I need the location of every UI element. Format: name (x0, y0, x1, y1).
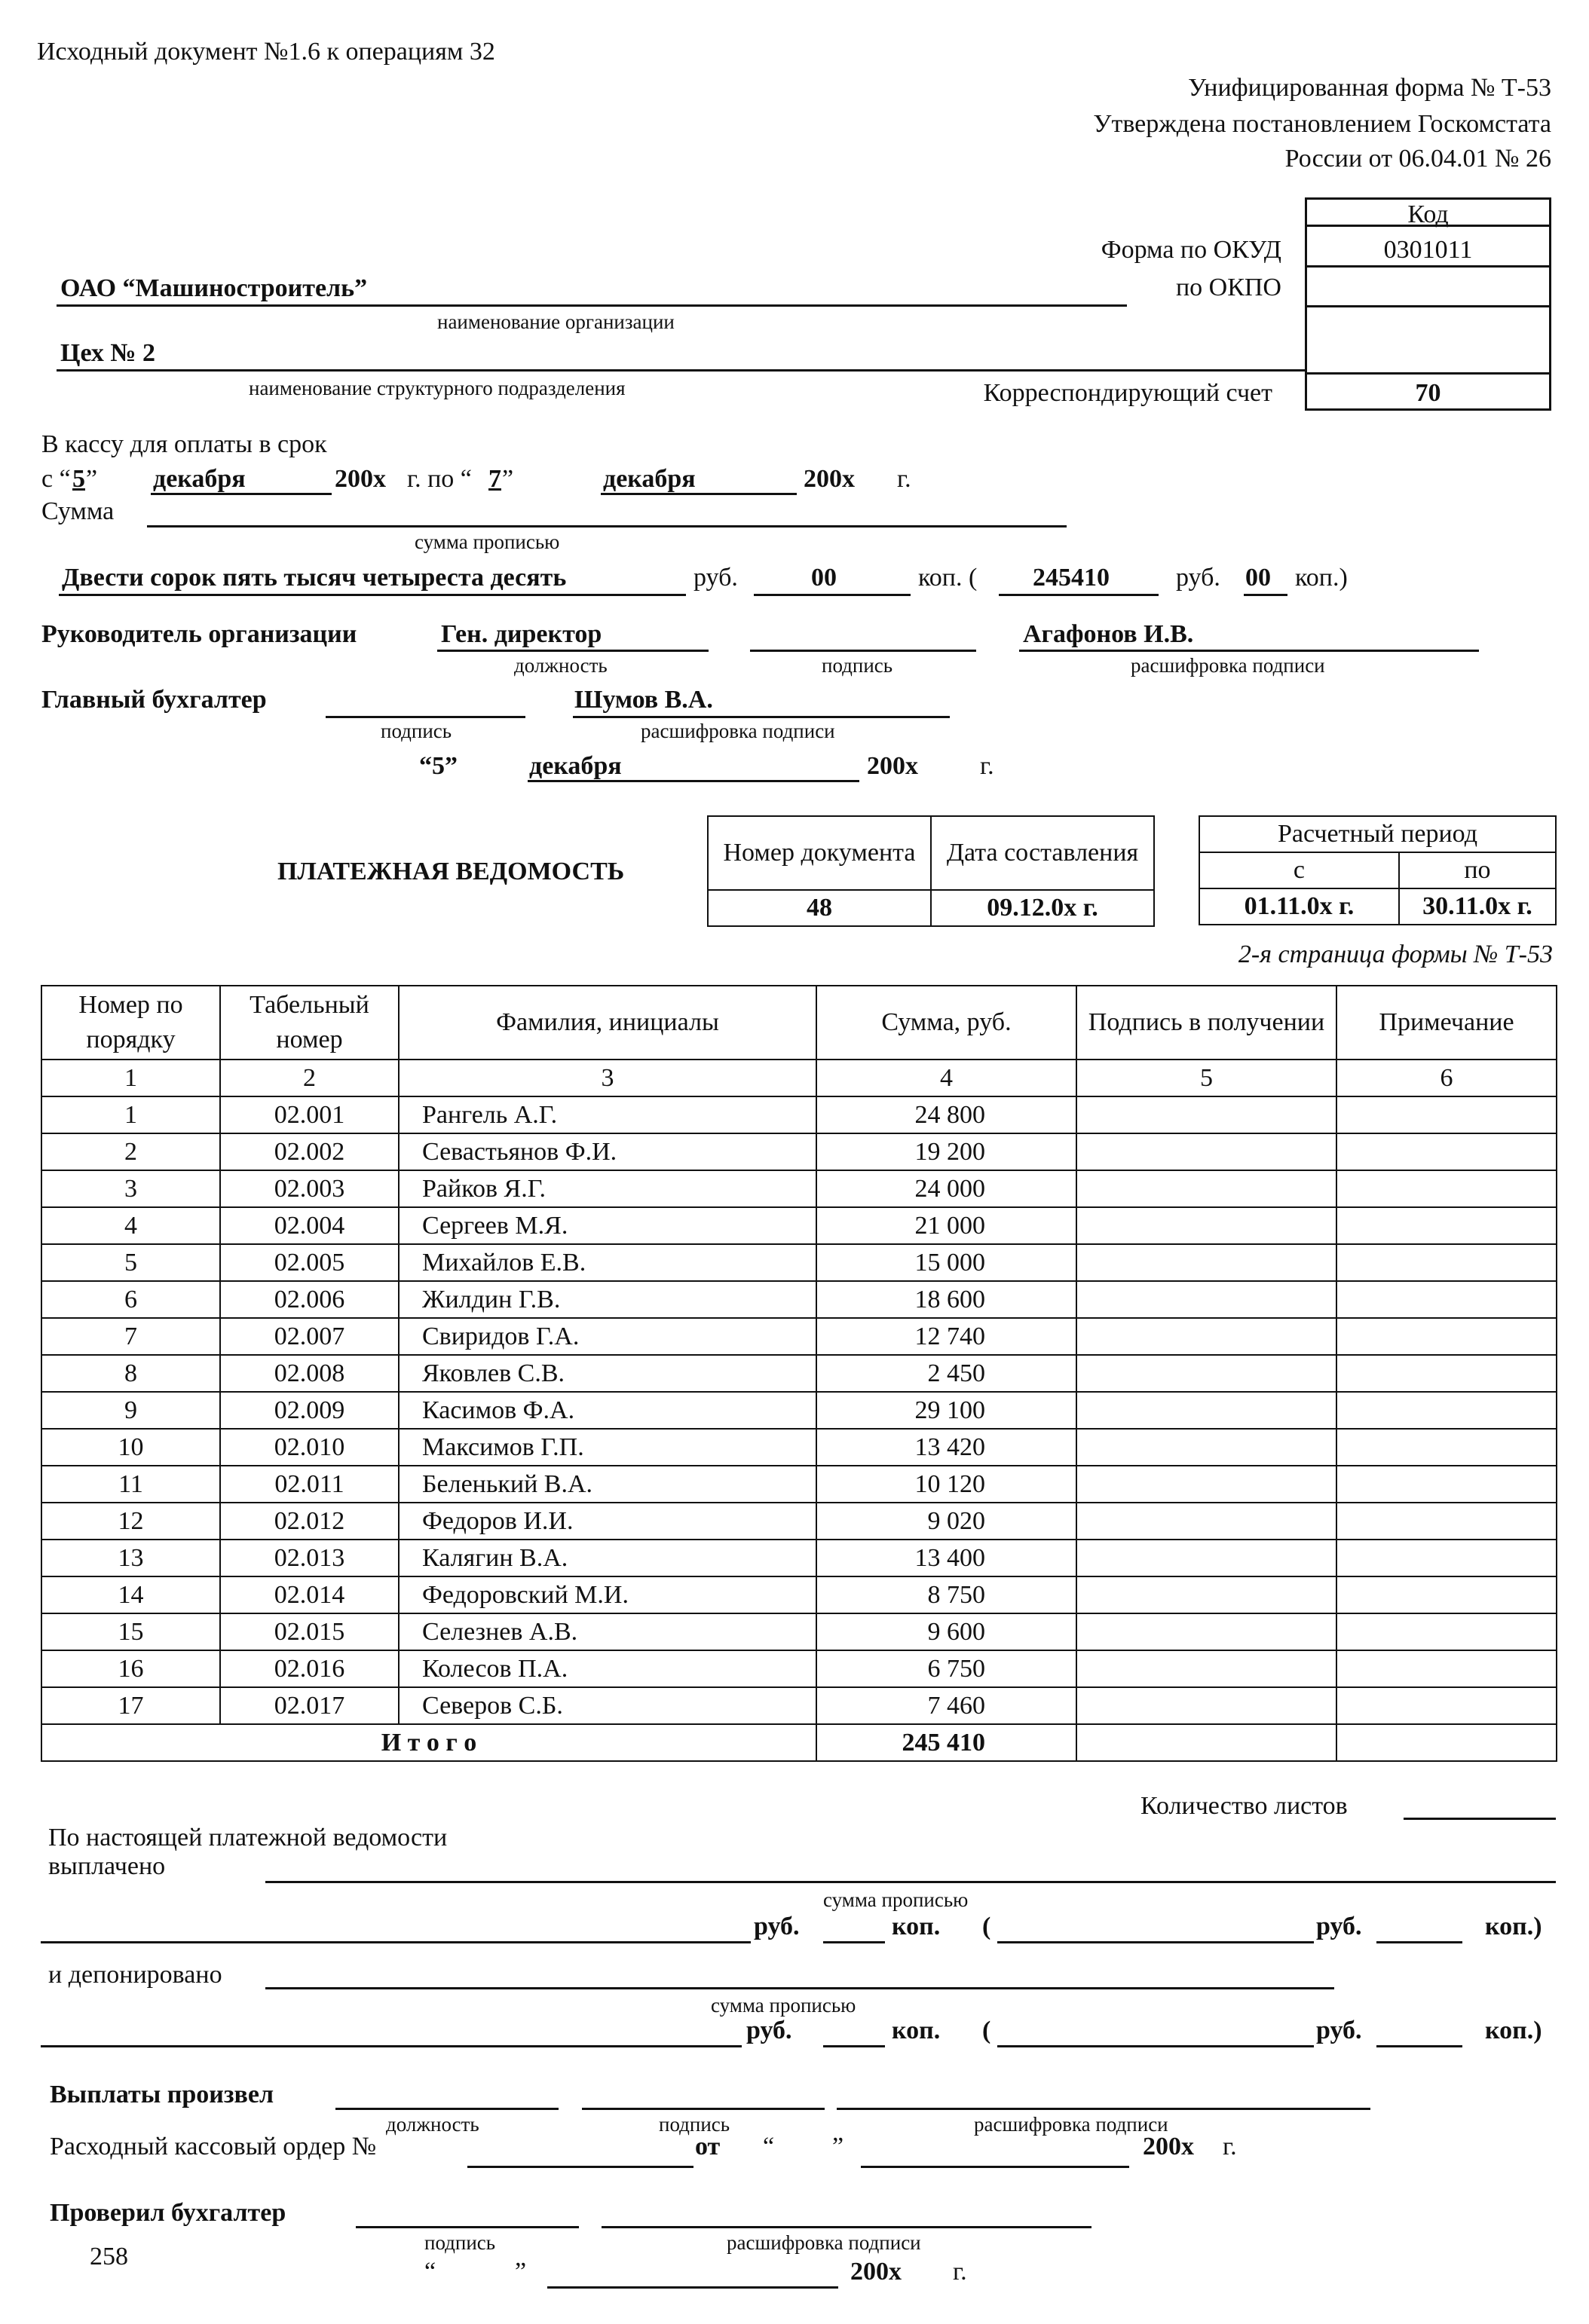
okud-label: Форма по ОКУД (1101, 236, 1281, 264)
sheets-line[interactable] (1404, 1818, 1556, 1820)
kop-close: коп.) (1485, 2017, 1542, 2044)
table-row (41, 1355, 1557, 1392)
row-number: 4 (41, 1207, 220, 1244)
chief-accountant-name: Шумов В.А. (574, 686, 713, 714)
header-sum: Сумма, руб. (816, 986, 1076, 1060)
kop-label: коп. ( (918, 564, 978, 592)
period-to: 30.11.0x г. (1399, 888, 1556, 925)
header-tab-number: Табельный номер (220, 986, 399, 1060)
table-row (41, 1466, 1557, 1503)
sum: 29 100 (816, 1392, 1076, 1429)
employee-name: Севастьянов Ф.И. (399, 1133, 816, 1170)
checked-year: 200x (850, 2258, 902, 2286)
kop-label-2: коп.) (1295, 564, 1348, 592)
department-name: Цех № 2 (60, 339, 156, 367)
table-row (41, 1650, 1557, 1687)
note-cell[interactable] (1336, 1576, 1557, 1613)
position-caption: должность (386, 2113, 479, 2136)
tab-number: 02.013 (220, 1540, 399, 1576)
note-cell[interactable] (1336, 1650, 1557, 1687)
row-number: 1 (41, 1096, 220, 1133)
kop-label: коп. (892, 2017, 941, 2044)
tab-number: 02.003 (220, 1170, 399, 1207)
signature-cell[interactable] (1076, 1318, 1336, 1355)
signature-caption: подпись (659, 2113, 730, 2136)
sum: 15 000 (816, 1244, 1076, 1281)
employee-name: Калягин В.А. (399, 1540, 816, 1576)
col-number: 3 (399, 1060, 816, 1096)
kop-line-2 (1244, 594, 1287, 596)
form-header-line1: Унифицированная форма № Т-53 (1188, 74, 1551, 102)
term-year-suffix: г. (897, 465, 911, 493)
term-to-month: декабря (603, 465, 696, 493)
signature-caption: подпись (424, 2231, 496, 2254)
divider (1305, 372, 1551, 375)
cash-order-label: Расходный кассовый ордер № (50, 2133, 377, 2160)
director-signature-line[interactable] (750, 650, 976, 652)
sheets-label: Количество листов (1140, 1792, 1348, 1820)
signature-cell[interactable] (1076, 1429, 1336, 1466)
signature-cell[interactable] (1076, 1503, 1336, 1540)
sum: 13 420 (816, 1429, 1076, 1466)
table-row (41, 1540, 1557, 1576)
amount-words: Двести сорок пять тысяч четыреста десять (62, 564, 567, 592)
sum: 9 020 (816, 1503, 1076, 1540)
signature-cell[interactable] (1076, 1207, 1336, 1244)
term-from-month: декабря (153, 465, 246, 493)
cash-order-year: 200x (1143, 2133, 1194, 2160)
tab-number: 02.009 (220, 1392, 399, 1429)
rub-label: руб. (1316, 2017, 1362, 2044)
note-cell[interactable] (1336, 1503, 1557, 1540)
amount-label: Сумма (41, 497, 115, 525)
director-label: Руководитель организации (41, 620, 357, 648)
tab-number: 02.011 (220, 1466, 399, 1503)
amount-numeric: 245410 (1033, 564, 1110, 592)
cash-order-year-suffix: г. (1223, 2133, 1237, 2160)
account-label: Корреспондирующий счет (983, 379, 1272, 407)
sum: 7 460 (816, 1687, 1076, 1724)
table-row (41, 1613, 1557, 1650)
note-cell[interactable] (1336, 1170, 1557, 1207)
term-from-month-line (151, 493, 332, 495)
open-paren: ( (982, 2017, 991, 2044)
table-row (41, 1207, 1557, 1244)
signature-cell[interactable] (1076, 1281, 1336, 1318)
row-number: 12 (41, 1503, 220, 1540)
note-cell[interactable] (1336, 1429, 1557, 1466)
kop-label: коп. (892, 1913, 941, 1940)
checked-signature-line[interactable] (356, 2226, 579, 2228)
sum: 8 750 (816, 1576, 1076, 1613)
doc-number: 48 (708, 890, 931, 926)
doc-date-header: Дата составления (931, 816, 1154, 890)
col-number: 5 (1076, 1060, 1336, 1096)
doc-number-header: Номер документа (708, 816, 931, 890)
sum: 12 740 (816, 1318, 1076, 1355)
sum: 13 400 (816, 1540, 1076, 1576)
rub-label-2: руб. (1176, 564, 1220, 592)
employee-name: Яковлев С.В. (399, 1355, 816, 1392)
employee-name: Рангель А.Г. (399, 1096, 816, 1133)
rub-label: руб. (746, 2017, 792, 2044)
row-number: 16 (41, 1650, 220, 1687)
sum: 2 450 (816, 1355, 1076, 1392)
table-row (41, 1133, 1557, 1170)
deposited-numeric-line[interactable] (997, 2045, 1314, 2047)
row-number: 11 (41, 1466, 220, 1503)
director-name-line (1019, 650, 1479, 652)
paid-words-line-2[interactable] (41, 1941, 751, 1943)
row-number: 17 (41, 1687, 220, 1724)
director-name: Агафонов И.В. (1023, 620, 1194, 648)
amount-line (147, 525, 1067, 527)
sum-caption: сумма прописью (711, 1994, 856, 2017)
quote-open: “ (424, 2258, 436, 2286)
total-label: И т о г о (41, 1724, 816, 1761)
chief-accountant-signature-line[interactable] (326, 716, 525, 718)
table-row (41, 1244, 1557, 1281)
signature-cell[interactable] (1076, 1687, 1336, 1724)
employee-name: Селезнев А.В. (399, 1613, 816, 1650)
employee-name: Сергеев М.Я. (399, 1207, 816, 1244)
table-row (41, 1170, 1557, 1207)
term-from-day: 5 (72, 465, 85, 493)
note-cell[interactable] (1336, 1281, 1557, 1318)
account-value: 70 (1415, 379, 1441, 407)
name-caption: расшифровка подписи (727, 2231, 921, 2254)
table-row (41, 1318, 1557, 1355)
col-number: 6 (1336, 1060, 1557, 1096)
signature-cell[interactable] (1076, 1540, 1336, 1576)
organization-caption: наименование организации (437, 310, 675, 333)
sum: 24 800 (816, 1096, 1076, 1133)
sum: 10 120 (816, 1466, 1076, 1503)
organization-line (57, 304, 1127, 307)
tab-number: 02.004 (220, 1207, 399, 1244)
sum: 24 000 (816, 1170, 1076, 1207)
form-header-line3: России от 06.04.01 № 26 (1284, 145, 1551, 173)
period-header: Расчетный период (1199, 816, 1556, 852)
row-number: 10 (41, 1429, 220, 1466)
chief-accountant-label: Главный бухгалтер (41, 686, 267, 714)
sum: 9 600 (816, 1613, 1076, 1650)
period-to-header: по (1399, 852, 1556, 888)
okud-value: 0301011 (1383, 236, 1473, 264)
row-number: 13 (41, 1540, 220, 1576)
tab-number: 02.014 (220, 1576, 399, 1613)
signature-caption: подпись (822, 654, 893, 677)
period-from: 01.11.0x г. (1199, 888, 1399, 925)
kop-value-2: 00 (1245, 564, 1271, 592)
header-note: Примечание (1336, 986, 1557, 1060)
employee-name: Касимов Ф.А. (399, 1392, 816, 1429)
signature-cell[interactable] (1076, 1650, 1336, 1687)
name-caption: расшифровка подписи (1131, 654, 1325, 677)
kop-line[interactable] (823, 1941, 885, 1943)
note-cell[interactable] (1336, 1096, 1557, 1133)
signature-cell[interactable] (1076, 1170, 1336, 1207)
total-row (41, 1724, 1557, 1761)
cash-term-label: В кассу для оплаты в срок (41, 430, 327, 458)
checked-name-line[interactable] (602, 2226, 1091, 2228)
paid-by-position-line[interactable] (335, 2108, 559, 2110)
signature-caption: подпись (381, 720, 452, 742)
row-number: 15 (41, 1613, 220, 1650)
chief-accountant-name-line (573, 716, 950, 718)
note-cell[interactable] (1336, 1318, 1557, 1355)
from-label: от (695, 2133, 721, 2160)
signature-cell[interactable] (1076, 1392, 1336, 1429)
term-mid: г. по “ (407, 465, 472, 493)
note-cell[interactable] (1336, 1207, 1557, 1244)
cash-order-number-line[interactable] (467, 2166, 693, 2168)
term-to-year: 200x (804, 465, 855, 493)
amount-numeric-line (999, 594, 1159, 596)
code-header: Код (1407, 200, 1449, 228)
employee-name: Федоровский М.И. (399, 1576, 816, 1613)
employee-name: Свиридов Г.А. (399, 1318, 816, 1355)
signature-cell[interactable] (1076, 1355, 1336, 1392)
divider (1305, 305, 1551, 307)
header-name: Фамилия, инициалы (399, 986, 816, 1060)
paid-by-label: Выплаты произвел (50, 2081, 274, 2108)
checked-year-suffix: г. (953, 2258, 967, 2286)
note-cell[interactable] (1336, 1466, 1557, 1503)
employee-name: Колесов П.А. (399, 1650, 816, 1687)
amount-caption: сумма прописью (415, 531, 560, 553)
period-table (1199, 815, 1557, 925)
rub-label: руб. (1316, 1913, 1362, 1940)
kop-line[interactable] (823, 2045, 885, 2047)
note-cell[interactable] (1336, 1613, 1557, 1650)
note-cell[interactable] (1336, 1540, 1557, 1576)
col-number: 1 (41, 1060, 220, 1096)
note-cell[interactable] (1336, 1355, 1557, 1392)
kop-line (754, 594, 911, 596)
tab-number: 02.002 (220, 1133, 399, 1170)
employee-name: Райков Я.Г. (399, 1170, 816, 1207)
table-row (41, 1281, 1557, 1318)
form-header-line2: Утверждена постановлением Госкомстата (1093, 110, 1551, 138)
row-number: 7 (41, 1318, 220, 1355)
tab-number: 02.012 (220, 1503, 399, 1540)
chief-date-year: 200x (867, 752, 918, 780)
note-cell[interactable] (1336, 1687, 1557, 1724)
header-row-number: Номер по порядку (41, 986, 220, 1060)
paid-numeric-line[interactable] (997, 1941, 1314, 1943)
rub-label: руб. (693, 564, 738, 592)
checked-by-label: Проверил бухгалтер (50, 2199, 286, 2227)
table-row (41, 1392, 1557, 1429)
table-row (41, 1576, 1557, 1613)
term-from-year: 200x (335, 465, 386, 493)
deposited-words-line[interactable] (265, 1987, 1334, 1989)
amount-words-line (59, 594, 686, 596)
kop-line[interactable] (1376, 1941, 1462, 1943)
sum-caption: сумма прописью (823, 1888, 969, 1911)
note-cell[interactable] (1336, 1392, 1557, 1429)
cash-order-date-line[interactable] (861, 2166, 1129, 2168)
paid-label-2: выплачено (48, 1852, 166, 1880)
signature-cell[interactable] (1076, 1466, 1336, 1503)
kop-close: коп.) (1485, 1913, 1542, 1940)
sum: 19 200 (816, 1133, 1076, 1170)
chief-date-month-line (528, 780, 859, 782)
document-info-table (707, 815, 1155, 927)
director-position: Ген. директор (441, 620, 602, 648)
paid-words-line[interactable] (265, 1881, 1556, 1883)
signature-cell[interactable] (1076, 1613, 1336, 1650)
paid-label-1: По настоящей платежной ведомости (48, 1824, 448, 1852)
sum: 6 750 (816, 1650, 1076, 1687)
rub-label: руб. (754, 1913, 800, 1940)
quote-close: ” (86, 465, 98, 493)
tab-number: 02.017 (220, 1687, 399, 1724)
divider (1305, 265, 1551, 268)
employee-name: Максимов Г.П. (399, 1429, 816, 1466)
signature-cell[interactable] (1076, 1096, 1336, 1133)
quote-open: “ (763, 2133, 775, 2160)
okpo-label: по ОКПО (1175, 274, 1281, 301)
tab-number: 02.010 (220, 1429, 399, 1466)
deposited-label: и депонировано (48, 1961, 222, 1989)
period-from-header: с (1199, 852, 1399, 888)
row-number: 8 (41, 1355, 220, 1392)
note-cell[interactable] (1336, 1724, 1557, 1761)
term-to-month-line (601, 493, 797, 495)
term-to-day: 7 (488, 465, 501, 493)
quote-close: ” (515, 2258, 527, 2286)
paid-by-signature-line[interactable] (582, 2108, 825, 2110)
tab-number: 02.001 (220, 1096, 399, 1133)
row-number: 2 (41, 1133, 220, 1170)
sum: 21 000 (816, 1207, 1076, 1244)
tab-number: 02.016 (220, 1650, 399, 1687)
employee-name: Беленький В.А. (399, 1466, 816, 1503)
row-number: 9 (41, 1392, 220, 1429)
quote-close: ” (502, 465, 514, 493)
director-position-line (437, 650, 709, 652)
header-signature: Подпись в получении (1076, 986, 1336, 1060)
table-row (41, 1096, 1557, 1133)
chief-date-suffix: г. (980, 752, 994, 780)
department-caption: наименование структурного подразделения (249, 377, 626, 399)
quote-close: ” (832, 2133, 844, 2160)
checked-date-line[interactable] (547, 2286, 838, 2289)
employee-name: Михайлов Е.В. (399, 1244, 816, 1281)
chief-date-day: “5” (419, 752, 458, 780)
tab-number: 02.008 (220, 1355, 399, 1392)
col-number: 4 (816, 1060, 1076, 1096)
deposited-words-line-2[interactable] (41, 2045, 742, 2047)
total-sum: 245 410 (816, 1724, 1076, 1761)
table-row (41, 1429, 1557, 1466)
tab-number: 02.005 (220, 1244, 399, 1281)
signature-cell[interactable] (1076, 1244, 1336, 1281)
table-row (41, 1687, 1557, 1724)
employee-name: Федоров И.И. (399, 1503, 816, 1540)
signature-cell[interactable] (1076, 1724, 1336, 1761)
kop-value: 00 (811, 564, 837, 592)
paid-by-name-line[interactable] (837, 2108, 1370, 2110)
row-number: 3 (41, 1170, 220, 1207)
page-number: 258 (90, 2243, 128, 2270)
page-note: 2-я страница формы № Т-53 (1238, 940, 1553, 968)
tab-number: 02.007 (220, 1318, 399, 1355)
signature-cell[interactable] (1076, 1133, 1336, 1170)
department-line (57, 369, 1305, 372)
source-document-note: Исходный документ №1.6 к операциям 32 (37, 38, 495, 66)
name-caption: расшифровка подписи (641, 720, 835, 742)
chief-date-month: декабря (529, 752, 622, 780)
row-number: 14 (41, 1576, 220, 1613)
sum: 18 600 (816, 1281, 1076, 1318)
statement-title: ПЛАТЕЖНАЯ ВЕДОМОСТЬ (277, 858, 625, 885)
kop-line[interactable] (1376, 2045, 1462, 2047)
employee-name: Северов С.Б. (399, 1687, 816, 1724)
term-from-prefix: с “ (41, 465, 71, 493)
payroll-table (41, 985, 1557, 1762)
organization-name: ОАО “Машиностроитель” (60, 274, 368, 302)
table-row (41, 1503, 1557, 1540)
employee-name: Жилдин Г.В. (399, 1281, 816, 1318)
signature-cell[interactable] (1076, 1576, 1336, 1613)
col-number: 2 (220, 1060, 399, 1096)
name-caption: расшифровка подписи (974, 2113, 1168, 2136)
row-number: 5 (41, 1244, 220, 1281)
open-paren: ( (982, 1913, 991, 1940)
row-number: 6 (41, 1281, 220, 1318)
note-cell[interactable] (1336, 1244, 1557, 1281)
doc-date: 09.12.0x г. (931, 890, 1154, 926)
tab-number: 02.006 (220, 1281, 399, 1318)
tab-number: 02.015 (220, 1613, 399, 1650)
note-cell[interactable] (1336, 1133, 1557, 1170)
position-caption: должность (514, 654, 608, 677)
